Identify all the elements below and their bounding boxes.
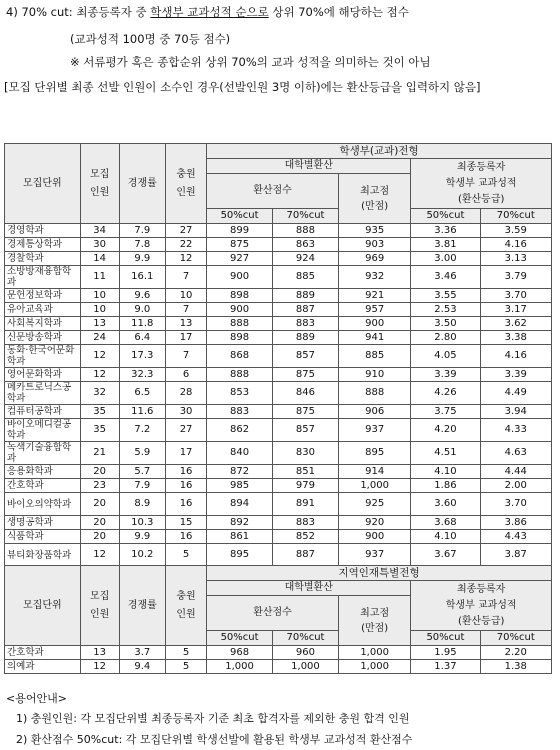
value-cell: 4.33 <box>480 419 551 442</box>
value-cell: 899 <box>207 224 273 238</box>
value-cell: 7.2 <box>119 419 165 442</box>
value-cell: 27 <box>166 419 207 442</box>
unit-name-cell: 문헌정보학과 <box>5 289 81 303</box>
value-cell: 16 <box>166 530 207 544</box>
unit-name-cell: 메카트로닉스공학과 <box>5 382 81 405</box>
value-cell: 16 <box>166 465 207 479</box>
value-cell: 35 <box>80 419 119 442</box>
unit-name-cell: 경제통상학과 <box>5 238 81 252</box>
header-quota: 모집 인원 <box>80 144 119 224</box>
glossary-item-1: 1) 충원인원: 각 모집단위별 최종등록자 기준 최초 합격자를 제외한 충원 합격 인원 <box>16 712 410 725</box>
value-cell: 846 <box>273 382 339 405</box>
header-final-registrants: 최종등록자 학생부 교과성적 (환산등급) <box>411 581 552 631</box>
value-cell: 3.60 <box>411 493 480 516</box>
value-cell: 16 <box>166 493 207 516</box>
value-cell: 1.95 <box>411 646 480 660</box>
value-cell: 889 <box>273 289 339 303</box>
header-cut70: 70%cut <box>273 209 339 224</box>
value-cell: 937 <box>338 419 410 442</box>
value-cell: 3.38 <box>480 331 551 345</box>
notice-line: [모집 단위별 최종 선발 인원이 소수인 경우(선발인원 3명 이하)에는 환산등급을 입력하지 않음] <box>4 80 481 94</box>
value-cell: 15 <box>166 516 207 530</box>
table-row <box>5 479 552 493</box>
value-cell: 5 <box>166 544 207 567</box>
value-cell: 8.9 <box>119 493 165 516</box>
value-cell: 979 <box>273 479 339 493</box>
value-cell: 935 <box>338 224 410 238</box>
value-cell: 6.4 <box>119 331 165 345</box>
value-cell: 6.5 <box>119 382 165 405</box>
value-cell: 887 <box>273 544 339 567</box>
value-cell: 2.53 <box>411 303 480 317</box>
header-grade-cut70: 70%cut <box>480 631 551 646</box>
header-extra: 충원 인원 <box>166 566 207 646</box>
value-cell: 851 <box>273 465 339 479</box>
value-cell: 900 <box>338 530 410 544</box>
value-cell: 3.67 <box>411 544 480 567</box>
value-cell: 16 <box>166 479 207 493</box>
value-cell: 888 <box>207 317 273 331</box>
table-row <box>5 224 552 238</box>
value-cell: 16.1 <box>119 266 165 289</box>
header-competition: 경쟁률 <box>119 566 165 646</box>
value-cell: 900 <box>338 317 410 331</box>
value-cell: 30 <box>166 405 207 419</box>
value-cell: 4.51 <box>411 442 480 465</box>
value-cell: 892 <box>207 516 273 530</box>
value-cell: 932 <box>338 266 410 289</box>
value-cell: 7 <box>166 345 207 368</box>
value-cell: 903 <box>338 238 410 252</box>
value-cell: 883 <box>273 516 339 530</box>
value-cell: 868 <box>207 345 273 368</box>
value-cell: 13 <box>80 646 119 660</box>
value-cell: 10 <box>80 289 119 303</box>
value-cell: 2.80 <box>411 331 480 345</box>
value-cell: 857 <box>273 345 339 368</box>
value-cell: 4.49 <box>480 382 551 405</box>
header-grade-cut50: 50%cut <box>411 631 480 646</box>
table-row <box>5 289 552 303</box>
value-cell: 3.39 <box>480 368 551 382</box>
value-cell: 1,000 <box>338 660 410 674</box>
value-cell: 11 <box>80 266 119 289</box>
value-cell: 17 <box>166 331 207 345</box>
value-cell: 30 <box>80 238 119 252</box>
value-cell: 910 <box>338 368 410 382</box>
section-title: 학생부(교과)전형 <box>207 144 552 159</box>
header-competition: 경쟁률 <box>119 144 165 224</box>
value-cell: 32 <box>80 382 119 405</box>
table-row <box>5 368 552 382</box>
unit-name-cell: 영어문화학과 <box>5 368 81 382</box>
value-cell: 898 <box>207 331 273 345</box>
value-cell: 32.3 <box>119 368 165 382</box>
value-cell: 4.26 <box>411 382 480 405</box>
value-cell: 3.62 <box>480 317 551 331</box>
value-cell: 852 <box>273 530 339 544</box>
header-grade-cut70: 70%cut <box>480 209 551 224</box>
value-cell: 13 <box>80 317 119 331</box>
value-cell: 1,000 <box>338 646 410 660</box>
header-univ-conversion: 대학별환산 <box>207 159 411 174</box>
value-cell: 3.70 <box>480 289 551 303</box>
value-cell: 3.81 <box>411 238 480 252</box>
table-row <box>5 382 552 405</box>
unit-name-cell: 녹색기술융합학과 <box>5 442 81 465</box>
table-row <box>5 544 552 567</box>
value-cell: 969 <box>338 252 410 266</box>
unit-name-cell: 컴퓨터공학과 <box>5 405 81 419</box>
value-cell: 12 <box>80 345 119 368</box>
glossary-item-2: 2) 환산점수 50%cut: 각 모집단위별 학생선발에 활용된 학생부 교과성적 환산점수 <box>16 733 413 746</box>
value-cell: 23 <box>80 479 119 493</box>
value-cell: 3.94 <box>480 405 551 419</box>
value-cell: 6 <box>166 368 207 382</box>
value-cell: 920 <box>338 516 410 530</box>
value-cell: 20 <box>80 493 119 516</box>
unit-name-cell: 간호학과 <box>5 646 81 660</box>
value-cell: 883 <box>207 405 273 419</box>
value-cell: 3.17 <box>480 303 551 317</box>
value-cell: 985 <box>207 479 273 493</box>
value-cell: 853 <box>207 382 273 405</box>
value-cell: 11.6 <box>119 405 165 419</box>
value-cell: 1,000 <box>338 479 410 493</box>
header-quota: 모집 인원 <box>80 566 119 646</box>
regular-admission-table <box>4 143 552 567</box>
value-cell: 924 <box>273 252 339 266</box>
unit-name-cell: 생명공학과 <box>5 516 81 530</box>
value-cell: 5 <box>166 646 207 660</box>
value-cell: 3.79 <box>480 266 551 289</box>
value-cell: 888 <box>207 368 273 382</box>
value-cell: 4.05 <box>411 345 480 368</box>
value-cell: 27 <box>166 224 207 238</box>
value-cell: 20 <box>80 465 119 479</box>
value-cell: 889 <box>273 331 339 345</box>
value-cell: 883 <box>273 317 339 331</box>
value-cell: 2.00 <box>480 479 551 493</box>
unit-name-cell: 유아교육과 <box>5 303 81 317</box>
value-cell: 4.16 <box>480 345 551 368</box>
value-cell: 888 <box>273 224 339 238</box>
table-row <box>5 442 552 465</box>
table-row <box>5 266 552 289</box>
value-cell: 24 <box>80 331 119 345</box>
value-cell: 4.10 <box>411 465 480 479</box>
header-cut70: 70%cut <box>273 631 339 646</box>
value-cell: 921 <box>338 289 410 303</box>
header-converted-score: 환산점수 <box>207 596 339 631</box>
value-cell: 891 <box>273 493 339 516</box>
value-cell: 3.13 <box>480 252 551 266</box>
value-cell: 3.86 <box>480 516 551 530</box>
unit-name-cell: 동화·한국어문화학과 <box>5 345 81 368</box>
value-cell: 13 <box>166 317 207 331</box>
value-cell: 3.36 <box>411 224 480 238</box>
value-cell: 941 <box>338 331 410 345</box>
definition-note: ※ 서류평가 혹은 종합순위 상위 70%의 교과 성적을 의미하는 것이 아님 <box>70 55 431 69</box>
value-cell: 9.9 <box>119 530 165 544</box>
value-cell: 885 <box>338 345 410 368</box>
value-cell: 906 <box>338 405 410 419</box>
value-cell: 872 <box>207 465 273 479</box>
value-cell: 1.86 <box>411 479 480 493</box>
table-row <box>5 530 552 544</box>
value-cell: 4.20 <box>411 419 480 442</box>
table-row <box>5 516 552 530</box>
value-cell: 3.75 <box>411 405 480 419</box>
value-cell: 12 <box>166 252 207 266</box>
value-cell: 862 <box>207 419 273 442</box>
unit-name-cell: 의예과 <box>5 660 81 674</box>
regional-talent-table <box>4 565 552 674</box>
header-converted-score: 환산점수 <box>207 174 339 209</box>
table-row <box>5 238 552 252</box>
value-cell: 900 <box>207 266 273 289</box>
value-cell: 3.70 <box>480 493 551 516</box>
value-cell: 895 <box>338 442 410 465</box>
value-cell: 4.16 <box>480 238 551 252</box>
value-cell: 9.9 <box>119 252 165 266</box>
header-univ-conversion: 대학별환산 <box>207 581 411 596</box>
value-cell: 34 <box>80 224 119 238</box>
value-cell: 895 <box>207 544 273 567</box>
header-max-score: 최고점 (만점) <box>338 596 410 646</box>
table-row <box>5 331 552 345</box>
value-cell: 7 <box>166 266 207 289</box>
value-cell: 12 <box>80 544 119 567</box>
table-row <box>5 303 552 317</box>
value-cell: 17 <box>166 442 207 465</box>
value-cell: 5.9 <box>119 442 165 465</box>
unit-name-cell: 소방방재융합학과 <box>5 266 81 289</box>
underlined-text: 학생부 교과성적 순으로 <box>150 5 269 19</box>
value-cell: 3.00 <box>411 252 480 266</box>
unit-name-cell: 바이오의약학과 <box>5 493 81 516</box>
header-final-registrants: 최종등록자 학생부 교과성적 (환산등급) <box>411 159 552 209</box>
value-cell: 3.68 <box>411 516 480 530</box>
unit-name-cell: 응용화학과 <box>5 465 81 479</box>
table-row <box>5 317 552 331</box>
value-cell: 11.8 <box>119 317 165 331</box>
value-cell: 3.87 <box>480 544 551 567</box>
value-cell: 9.0 <box>119 303 165 317</box>
header-cut50: 50%cut <box>207 209 273 224</box>
value-cell: 937 <box>338 544 410 567</box>
table-row <box>5 660 552 674</box>
value-cell: 10 <box>166 289 207 303</box>
unit-name-cell: 신문방송학과 <box>5 331 81 345</box>
value-cell: 2.20 <box>480 646 551 660</box>
value-cell: 1.37 <box>411 660 480 674</box>
value-cell: 957 <box>338 303 410 317</box>
value-cell: 3.39 <box>411 368 480 382</box>
value-cell: 875 <box>207 238 273 252</box>
value-cell: 10 <box>80 303 119 317</box>
table-row <box>5 465 552 479</box>
unit-name-cell: 경찰학과 <box>5 252 81 266</box>
value-cell: 927 <box>207 252 273 266</box>
value-cell: 4.10 <box>411 530 480 544</box>
definition-line: 4) 70% cut: 최종등록자 중 학생부 교과성적 순으로 상위 70%에 해당하는 점수 <box>6 5 409 19</box>
value-cell: 875 <box>273 368 339 382</box>
value-cell: 12 <box>80 660 119 674</box>
value-cell: 14 <box>80 252 119 266</box>
value-cell: 887 <box>273 303 339 317</box>
header-unit: 모집단위 <box>5 144 81 224</box>
header-max-score: 최고점 (만점) <box>338 174 410 224</box>
value-cell: 840 <box>207 442 273 465</box>
section-title: 지역인재특별전형 <box>207 566 552 581</box>
value-cell: 888 <box>338 382 410 405</box>
value-cell: 1.38 <box>480 660 551 674</box>
table-row <box>5 646 552 660</box>
table-row <box>5 345 552 368</box>
value-cell: 4.43 <box>480 530 551 544</box>
value-cell: 21 <box>80 442 119 465</box>
value-cell: 10.3 <box>119 516 165 530</box>
value-cell: 7.8 <box>119 238 165 252</box>
value-cell: 28 <box>166 382 207 405</box>
value-cell: 7.9 <box>119 479 165 493</box>
value-cell: 9.6 <box>119 289 165 303</box>
value-cell: 22 <box>166 238 207 252</box>
definition-example: (교과성적 100명 중 70등 점수) <box>70 32 231 46</box>
unit-name-cell: 경영학과 <box>5 224 81 238</box>
value-cell: 20 <box>80 530 119 544</box>
value-cell: 960 <box>273 646 339 660</box>
value-cell: 914 <box>338 465 410 479</box>
value-cell: 968 <box>207 646 273 660</box>
unit-name-cell: 사회복지학과 <box>5 317 81 331</box>
value-cell: 10.2 <box>119 544 165 567</box>
value-cell: 5 <box>166 660 207 674</box>
header-extra: 충원 인원 <box>166 144 207 224</box>
value-cell: 863 <box>273 238 339 252</box>
value-cell: 830 <box>273 442 339 465</box>
value-cell: 35 <box>80 405 119 419</box>
unit-name-cell: 식품학과 <box>5 530 81 544</box>
value-cell: 3.55 <box>411 289 480 303</box>
glossary-title: <용어안내> <box>6 692 67 705</box>
value-cell: 3.50 <box>411 317 480 331</box>
value-cell: 12 <box>80 368 119 382</box>
table-row <box>5 252 552 266</box>
value-cell: 3.59 <box>480 224 551 238</box>
table-row <box>5 419 552 442</box>
value-cell: 4.44 <box>480 465 551 479</box>
value-cell: 861 <box>207 530 273 544</box>
table-row <box>5 405 552 419</box>
value-cell: 1,000 <box>273 660 339 674</box>
header-cut50: 50%cut <box>207 631 273 646</box>
value-cell: 5.7 <box>119 465 165 479</box>
unit-name-cell: 간호학과 <box>5 479 81 493</box>
value-cell: 17.3 <box>119 345 165 368</box>
value-cell: 4.63 <box>480 442 551 465</box>
value-cell: 3.46 <box>411 266 480 289</box>
value-cell: 894 <box>207 493 273 516</box>
value-cell: 1,000 <box>207 660 273 674</box>
value-cell: 875 <box>273 405 339 419</box>
unit-name-cell: 뷰티화장품학과 <box>5 544 81 567</box>
value-cell: 20 <box>80 516 119 530</box>
value-cell: 3.7 <box>119 646 165 660</box>
value-cell: 925 <box>338 493 410 516</box>
value-cell: 900 <box>207 303 273 317</box>
value-cell: 7 <box>166 303 207 317</box>
value-cell: 857 <box>273 419 339 442</box>
value-cell: 885 <box>273 266 339 289</box>
header-unit: 모집단위 <box>5 566 81 646</box>
table-row <box>5 493 552 516</box>
header-grade-cut50: 50%cut <box>411 209 480 224</box>
value-cell: 898 <box>207 289 273 303</box>
unit-name-cell: 바이오메디컬공학과 <box>5 419 81 442</box>
value-cell: 9.4 <box>119 660 165 674</box>
value-cell: 7.9 <box>119 224 165 238</box>
